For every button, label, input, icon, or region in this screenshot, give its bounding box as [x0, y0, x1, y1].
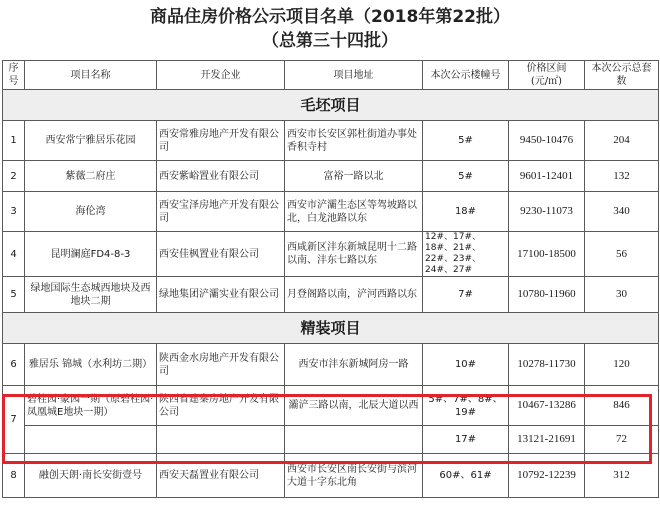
cell-address: 西咸新区沣东新城昆明十二路以南、沣东七路以东: [285, 232, 423, 277]
cell-buildings: 18#: [423, 192, 509, 232]
cell-total: 120: [585, 344, 659, 386]
project-table: [2, 60, 659, 498]
cell-buildings: 60#、61#: [423, 454, 509, 498]
cell-price: 17100-18500: [509, 232, 585, 277]
cell-buildings: 5#: [423, 121, 509, 161]
header-project: 项目名称: [25, 61, 157, 90]
cell-buildings: 5#、7#、8#、19#: [423, 386, 509, 426]
section-finished-label: 精装项目: [3, 313, 659, 344]
cell-address: 灞浐三路以南，北辰大道以西: [285, 386, 423, 426]
cell-developer: 西安天磊置业有限公司: [157, 454, 285, 498]
cell-buildings: 5#: [423, 161, 509, 192]
cell-address: 西安市浐灞生态区等驾坡路以北，白龙池路以东: [285, 192, 423, 232]
cell-address: 西安市长安区郭杜街道办事处香积寺村: [285, 121, 423, 161]
table-row: [3, 232, 659, 277]
table-row: [3, 121, 659, 161]
cell-no: 7: [3, 386, 25, 454]
section-rough-label: 毛坯项目: [3, 90, 659, 121]
cell-project: 西安常宁雅居乐花园: [25, 121, 157, 161]
cell-total: 340: [585, 192, 659, 232]
cell-address: 西安市长安区南长安街与滨河大道十字东北角: [285, 454, 423, 498]
cell-price: 10467-13286: [509, 386, 585, 426]
cell-price: 9450-10476: [509, 121, 585, 161]
table-row: [3, 161, 659, 192]
cell-no: 3: [3, 192, 25, 232]
table-row: [3, 386, 659, 426]
cell-no: 1: [3, 121, 25, 161]
cell-project: 昆明澜庭FD4-8-3: [25, 232, 157, 277]
cell-price: 13121-21691: [509, 426, 585, 454]
header-address: 项目地址: [285, 61, 423, 90]
cell-project: 海伦湾: [25, 192, 157, 232]
cell-developer: [157, 426, 285, 454]
cell-buildings: 17#: [423, 426, 509, 454]
cell-project: 雅居乐 锦城（水利坊二期）: [25, 344, 157, 386]
cell-buildings: 10#: [423, 344, 509, 386]
cell-total: 312: [585, 454, 659, 498]
document-title: 商品住房价格公示项目名单（2018年第22批）: [150, 7, 510, 27]
cell-project: 紫薇二府庄: [25, 161, 157, 192]
cell-address: [285, 426, 423, 454]
cell-no: 8: [3, 454, 25, 498]
header-price: 价格区间 (元/㎡): [509, 61, 585, 90]
table-row: [3, 192, 659, 232]
cell-price: 10278-11730: [509, 344, 585, 386]
cell-price: 10792-12239: [509, 454, 585, 498]
table-row: [3, 426, 659, 454]
cell-address: 西安市沣东新城阿房一路: [285, 344, 423, 386]
document-subtitle: （总第三十四批）: [262, 31, 398, 51]
header-no: 序号: [3, 61, 25, 90]
cell-price: 10780-11960: [509, 277, 585, 313]
cell-no: 6: [3, 344, 25, 386]
table-row: [3, 344, 659, 386]
cell-price: 9230-11073: [509, 192, 585, 232]
cell-project: 融创天朗·南长安街壹号: [25, 454, 157, 498]
section-row-finished: [3, 313, 659, 344]
cell-developer: 陕西省建秦房地产开发有限公司: [157, 386, 285, 426]
cell-project: [25, 426, 157, 454]
cell-no: 4: [3, 232, 25, 277]
cell-price: 9601-12401: [509, 161, 585, 192]
cell-total: 204: [585, 121, 659, 161]
section-row-rough: [3, 90, 659, 121]
cell-total: 56: [585, 232, 659, 277]
cell-total: 132: [585, 161, 659, 192]
cell-total: 30: [585, 277, 659, 313]
header-buildings: 本次公示楼幢号: [423, 61, 509, 90]
cell-total: 72: [585, 426, 659, 454]
cell-developer: 西安常雅房地产开发有限公司: [157, 121, 285, 161]
cell-project: 绿地国际生态城西地块及西地块二期: [25, 277, 157, 313]
cell-developer: 绿地集团浐灞实业有限公司: [157, 277, 285, 313]
header-total: 本次公示总套数: [585, 61, 659, 90]
cell-no: 5: [3, 277, 25, 313]
cell-address: 富裕一路以北: [285, 161, 423, 192]
cell-buildings: 7#: [423, 277, 509, 313]
cell-no: 2: [3, 161, 25, 192]
cell-project: 碧桂园·豪园一期（原碧桂园·凤凰城E地块一期）: [25, 386, 157, 426]
table-row: [3, 454, 659, 498]
cell-developer: 西安紫峪置业有限公司: [157, 161, 285, 192]
cell-developer: 西安佳枫置业有限公司: [157, 232, 285, 277]
cell-address: 月登阁路以南，浐河西路以东: [285, 277, 423, 313]
cell-buildings: 12#、17#、18#、21#、22#、23#、24#、27#: [423, 232, 509, 277]
header-row: [3, 61, 659, 90]
title-block: [0, 0, 660, 60]
cell-developer: 陕西金水房地产开发有限公司: [157, 344, 285, 386]
table-row: [3, 277, 659, 313]
cell-total: 846: [585, 386, 659, 426]
header-developer: 开发企业: [157, 61, 285, 90]
cell-developer: 西安宝泽房地产开发有限公司: [157, 192, 285, 232]
